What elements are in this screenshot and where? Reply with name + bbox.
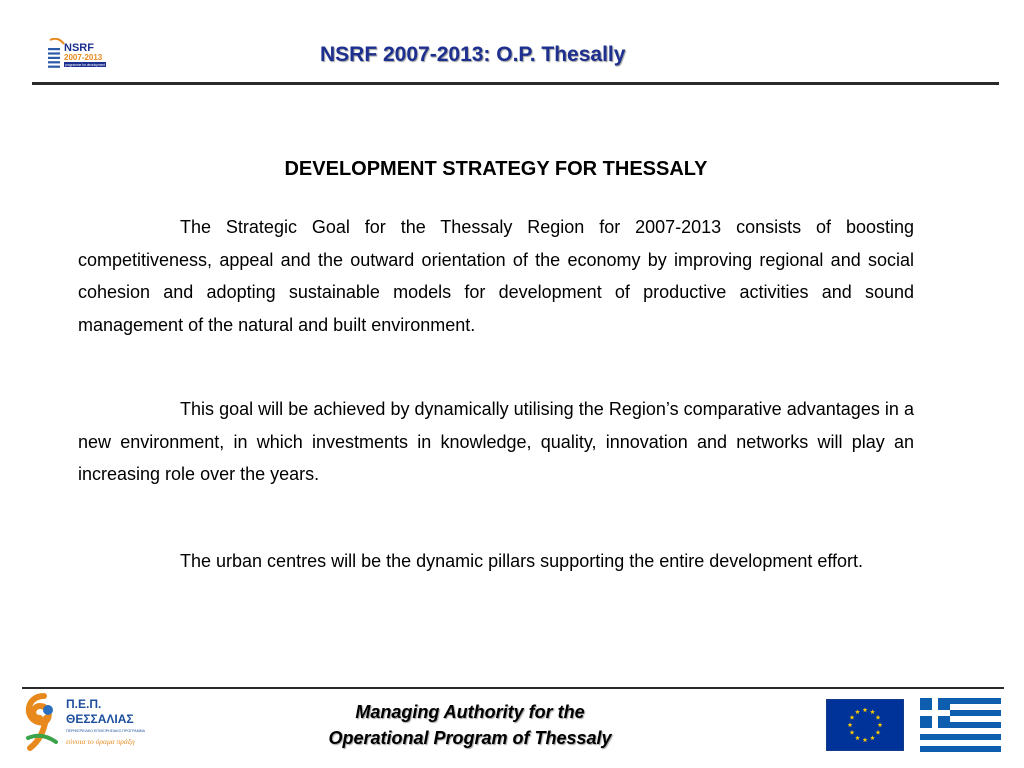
pep-logo-title: Π.Ε.Π. [66,697,102,711]
pep-logo-caption: ΠΕΡΙΦΕΡΕΙΑΚΟ ΕΠΙΧΕΙΡΗΣΙΑΚΟ ΠΡΟΓΡΑΜΜΑ [66,729,146,733]
eu-flag-icon [826,699,904,751]
greek-flag-icon [920,698,1001,752]
nsrf-logo-tagline: programme for development [65,63,106,67]
footer-line-2: Operational Program of Thessaly [328,728,612,748]
nsrf-logo-text: NSRF [64,42,94,54]
body-paragraph: The urban centres will be the dynamic pillars supporting the entire development effort. [180,551,864,571]
footer-line-1: Managing Authority for the [355,702,585,722]
pep-logo-subtitle: ΘΕΣΣΑΛΙΑΣ [66,712,134,726]
greek-flag-mini [48,48,60,68]
footer-caption [270,699,670,751]
pep-thessaly-logo-icon [22,692,162,754]
body-paragraph: This goal will be achieved by dynamically utilising the Region’s comparative advantages in a new environment, in which investments in knowledge, quality, innovation and networks will play an increasing role over the years. [78,399,914,485]
header-divider [32,82,999,85]
pep-logo-motto: εύνοια το όραμα πράξη [66,737,135,746]
page-title: NSRF 2007-2013: O.P. Thesally [320,43,626,66]
body-paragraph: The Strategic Goal for the Thessaly Region for 2007-2013 consists of boosting competitiveness, appeal and the outward orientation of the economy by improving regional and social cohesion and adopting sustainable models for development of productive activities and sound management of the natural and built environment. [78,217,914,336]
footer-divider [22,687,1004,689]
nsrf-logo-icon [44,38,110,76]
nsrf-logo-years: 2007-2013 [64,53,103,62]
document-heading: DEVELOPMENT STRATEGY FOR THESSALY [284,158,708,180]
